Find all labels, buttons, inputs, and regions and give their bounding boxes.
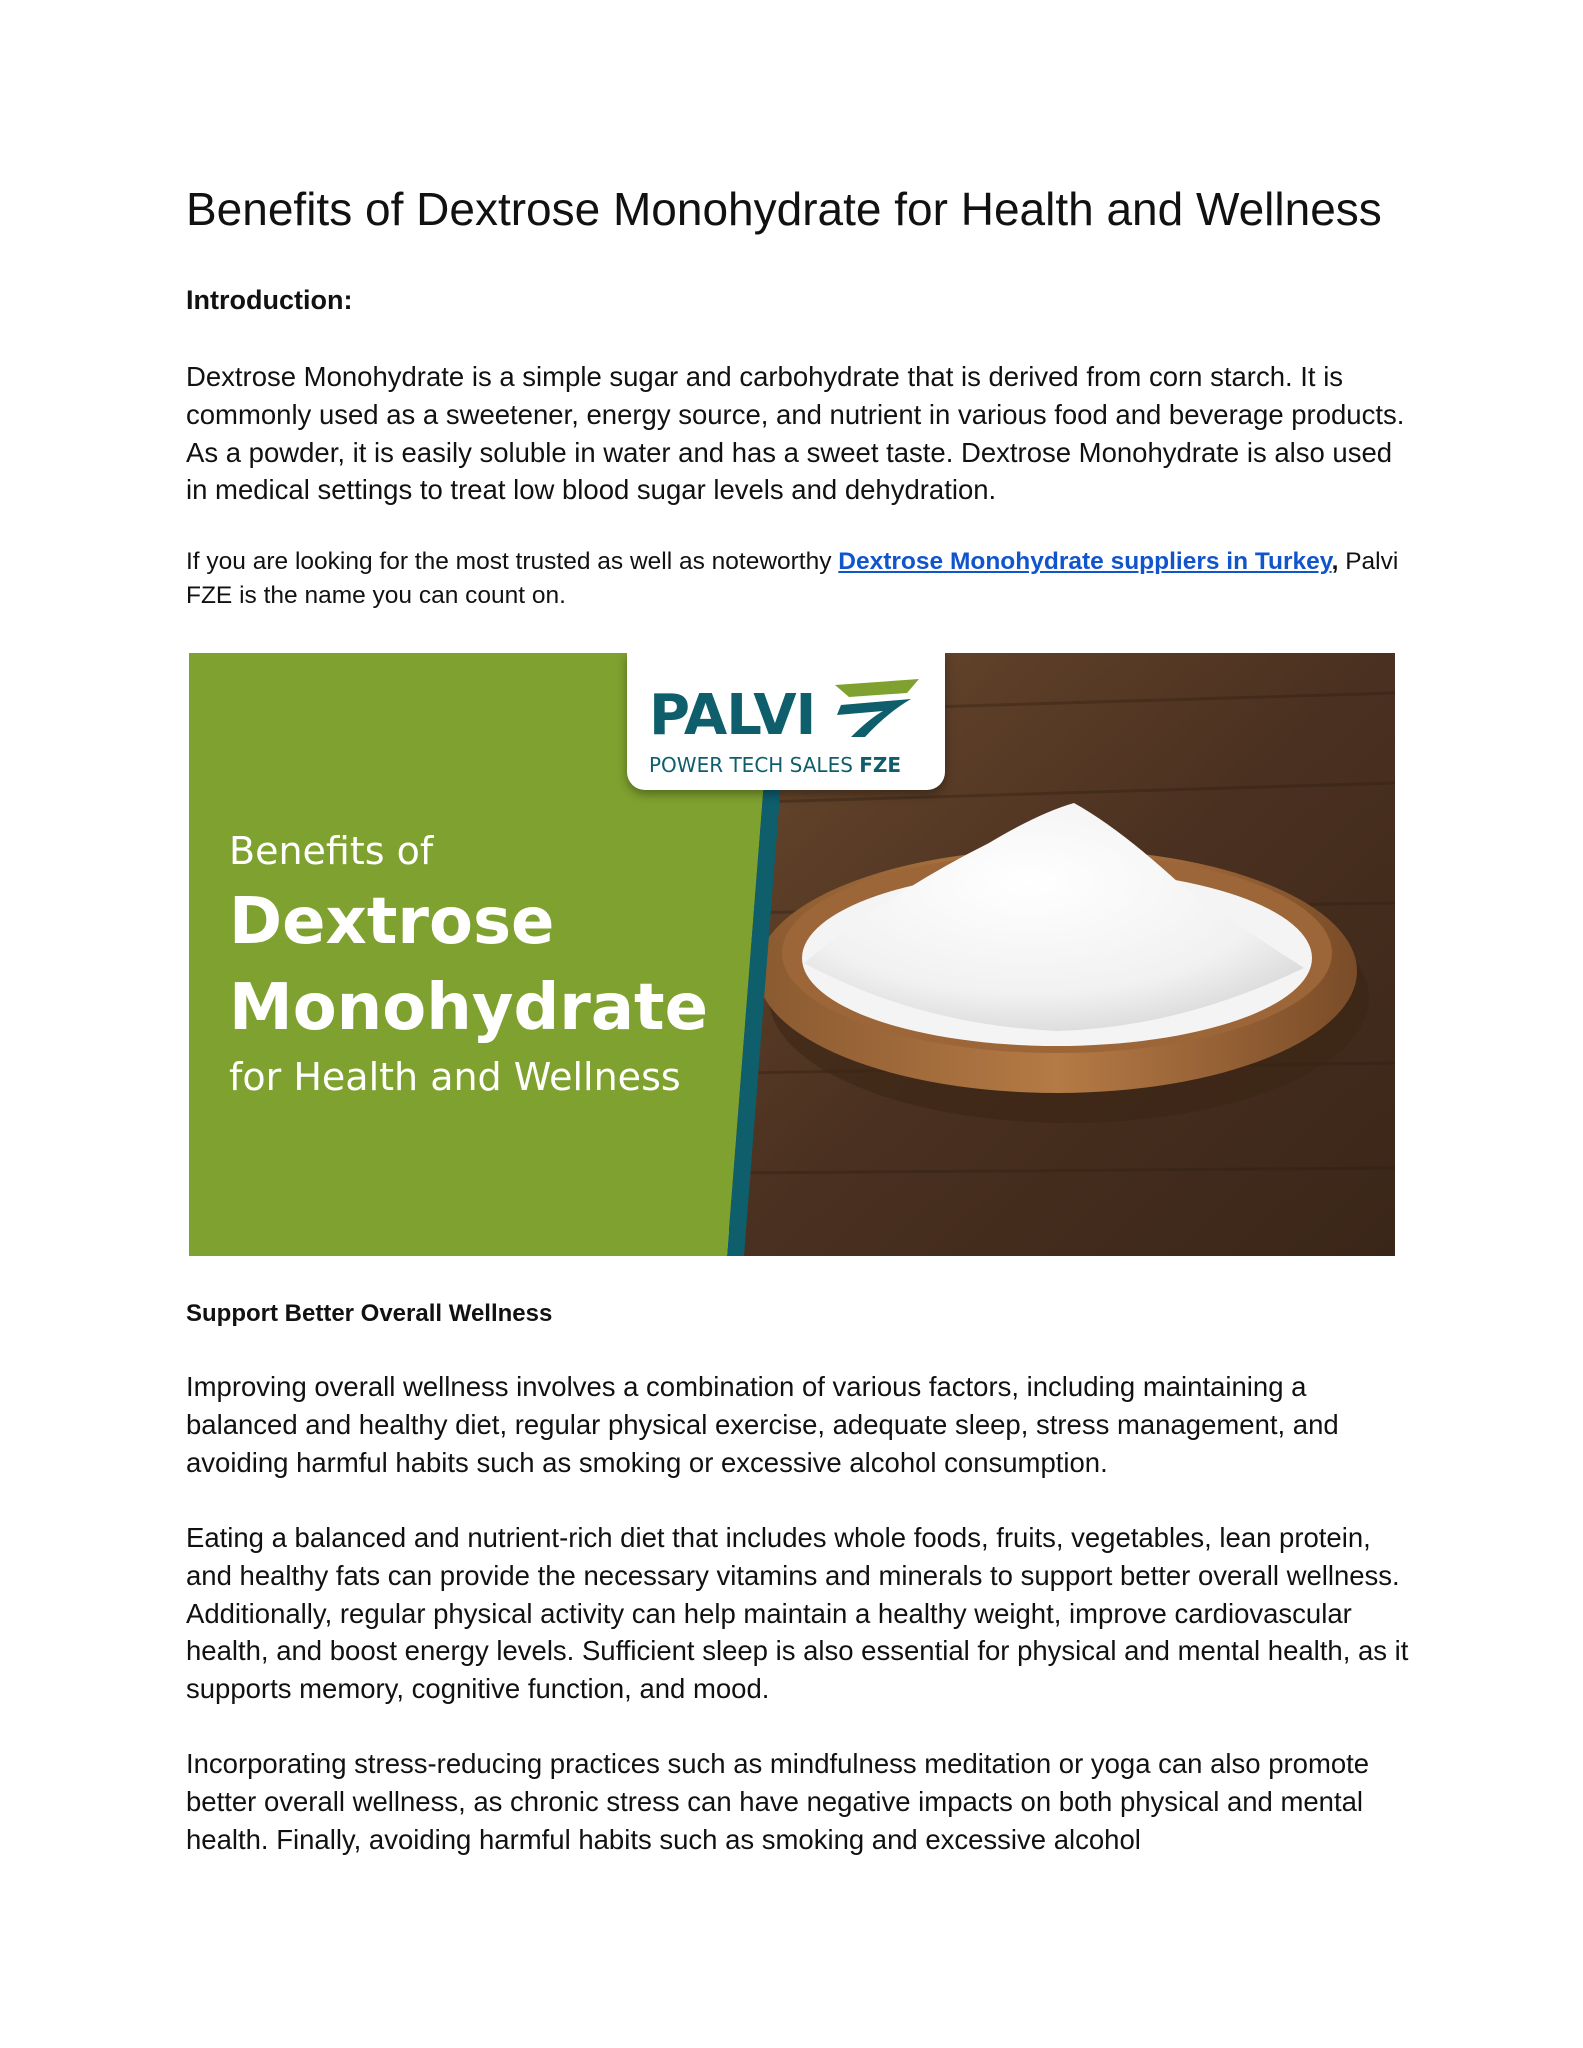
wellness-paragraph-2: Eating a balanced and nutrient-rich diet that includes whole foods, fruits, vegetables, lean protein, and healthy fats can provide the necessary vitamins and minerals to support better overall wellness. Additionally, regular physical activity can help maintain a healthy weight, improve cardiovascular health, and boost energy levels. Sufficient sleep is also essential for physical and mental health, as it supports memory, cognitive function, and mood.	[186, 1522, 1409, 1705]
banner-image	[189, 653, 1395, 1256]
banner-line-health: for Health and Wellness	[229, 1055, 681, 1099]
supplier-text-before: If you are looking for the most trusted as well as noteworthy	[186, 548, 839, 575]
logo-wordmark: PALVI	[649, 683, 816, 748]
banner-line-benefits: Benefits of	[229, 829, 434, 873]
palvi-logo	[627, 653, 945, 790]
supplier-text-after: Palvi FZE is the name you can count on.	[186, 548, 1399, 609]
supplier-paragraph	[186, 545, 1416, 613]
logo-subtitle-regular: POWER TECH SALES	[649, 753, 860, 777]
wellness-heading: Support Better Overall Wellness	[186, 1300, 553, 1327]
wellness-paragraph-3: Incorporating stress-reducing practices such as mindfulness meditation or yoga can also promote better overall wellness, as chronic stress can have negative impacts on both physical and mental health. Finally, avoiding harmful habits such as smoking and excessive alcohol	[186, 1748, 1370, 1855]
logo-swoosh-icon	[827, 675, 927, 745]
supplier-comma: ,	[1331, 548, 1339, 575]
supplier-link[interactable]: Dextrose Monohydrate suppliers in Turkey	[838, 548, 1332, 575]
page-title: Benefits of Dextrose Monohydrate for Health and Wellness	[186, 183, 1382, 235]
logo-subtitle	[649, 753, 901, 777]
banner-line-monohydrate: Monohydrate	[229, 971, 709, 1045]
banner-line-dextrose: Dextrose	[229, 885, 555, 959]
intro-heading: Introduction:	[186, 285, 353, 315]
wellness-paragraph-1: Improving overall wellness involves a combination of various factors, including maintaining a balanced and healthy diet, regular physical exercise, adequate sleep, stress management, and avoiding harmful habits such as smoking or excessive alcohol consumption.	[186, 1371, 1339, 1478]
logo-subtitle-bold: FZE	[859, 753, 902, 777]
intro-paragraph: Dextrose Monohydrate is a simple sugar and carbohydrate that is derived from corn starch. It is commonly used as a sweetener, energy source, and nutrient in various food and beverage products. As a powder, it is easily soluble in water and has a sweet taste. Dextrose Monohydrate is also used in medical settings to treat low blood sugar levels and dehydration.	[186, 361, 1405, 506]
